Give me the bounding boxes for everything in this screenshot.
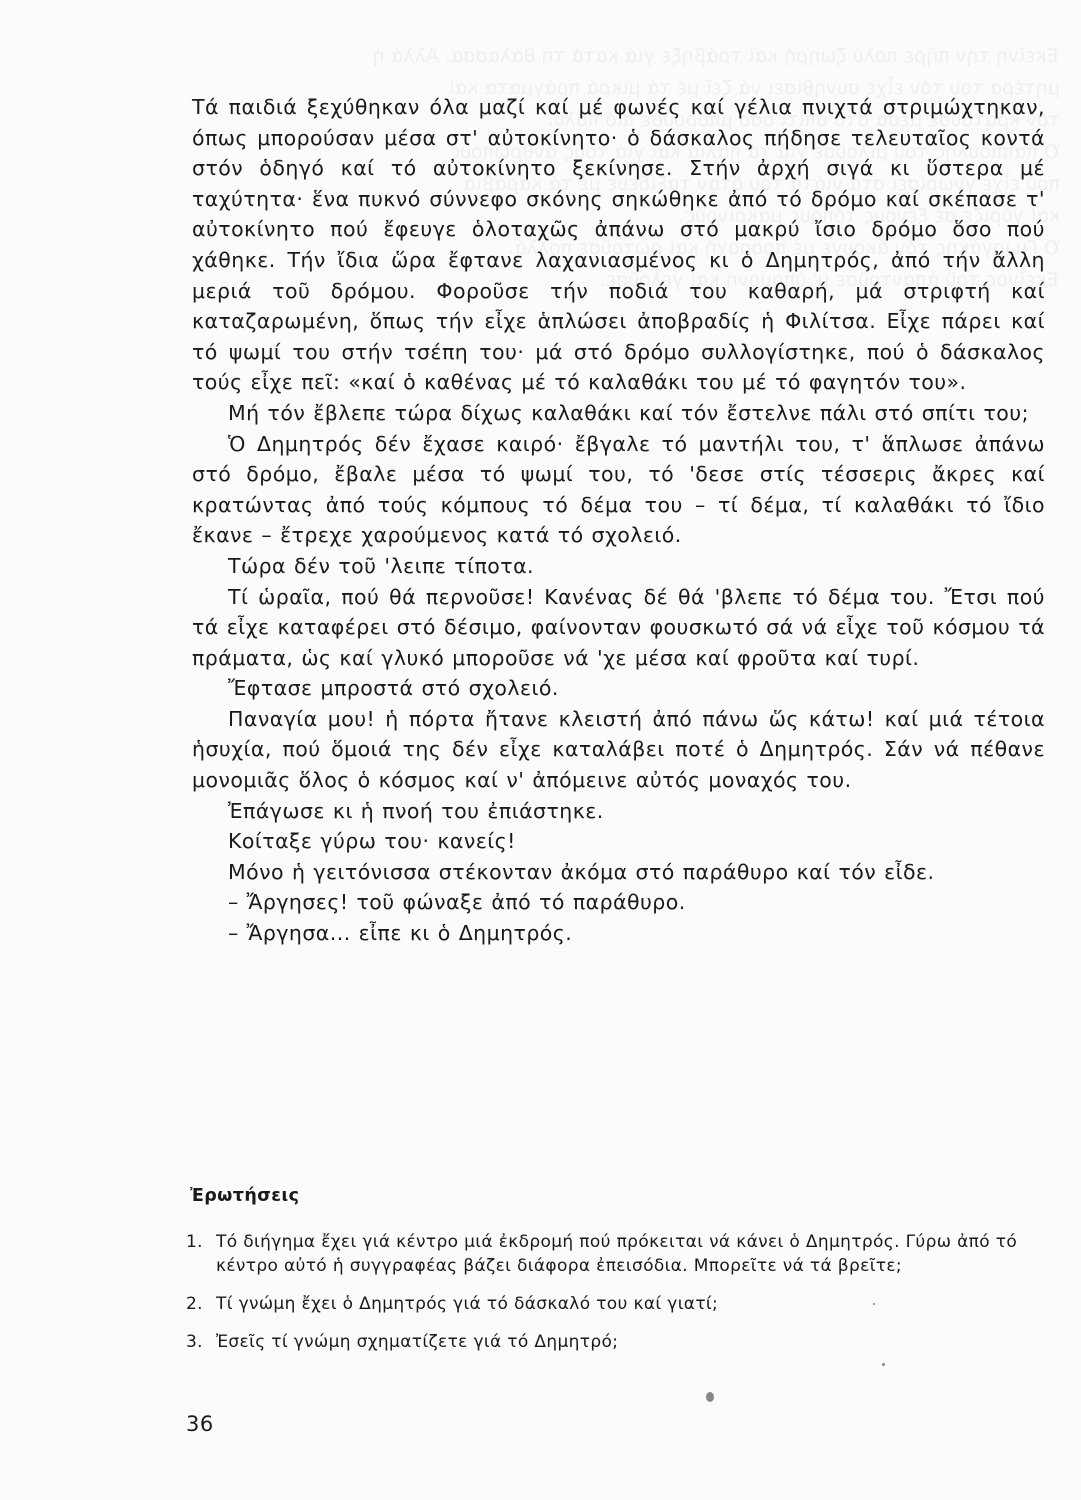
question-item [186, 1292, 1046, 1316]
story-paragraph: Τά παιδιά ξεχύθηκαν όλα μαζί καί μέ φωνές καί γέλια πνιχτά στριμώχτηκαν, όπως μπορούσαν μέσα στ' αὐτοκίνητο· ὁ δάσκαλος πήδησε τελευταῖος κοντά στόν ὁδηγό καί τό αὐτοκίνητο ξεκίνησε. Στήν ἀρχή σιγά κι ὕστερα μέ ταχύτητα· ἕνα πυκνό σύννεφο σκόνης σηκώθηκε ἀπό τό δρόμο καί σκέπασε τ' αὐτοκίνητο πού ἔφευγε ὁλοταχῶς ἀπάνω στό μακρύ ἴσιο δρόμο ὅσο πού χάθηκε. Τήν ἴδια ὥρα ἔφτανε λαχανιασμένος κι ὁ Δημητρός, ἀπό τήν ἄλλη μεριά τοῦ δρόμου. Φοροῦσε τήν ποδιά του καθαρή, μά στριφτή καί καταζαρωμένη, ὅπως τήν εἶχε ἁπλώσει ἀποβραδίς ἡ Φιλίτσα. Εἶχε πάρει καί τό ψωμί του στήν τσέπη του· μά στό δρόμο συλλογίστηκε, πού ὁ δάσκαλος τούς εἶχε πεῖ: «καί ὁ καθένας μέ τό καλαθάκι του μέ τό φαγητόν του». [192, 95, 1045, 395]
story-paragraph: – Ἄργησα... εἶπε κι ὁ Δημητρός. [228, 921, 573, 946]
question-item [186, 1330, 1046, 1354]
question-number: 1. [186, 1232, 203, 1252]
question-text: Ἐσεῖς τί γνώμη σχηματίζετε γιά τό Δημητρό; [216, 1332, 619, 1352]
questions-list [186, 1230, 1046, 1362]
story-paragraph: Ὁ Δημητρός δέν ἔχασε καιρό· ἔβγαλε τό μαντήλι του, τ' ἅπλωσε ἀπάνω στό δρόμο, ἔβαλε μέσα τό ψωμί του, τό 'δεσε στίς τέσσερις ἄκρες καί κρατώντας ἀπό τούς κόμπους τό δέμα του – τί δέμα, τί καλαθάκι τό ἴδιο ἔκανε – ἔτρεχε χαρούμενος κατά τό σχολειό. [192, 431, 1045, 548]
page-number: 36 [186, 1412, 214, 1436]
story-paragraph: Μή τόν ἔβλεπε τώρα δίχως καλαθάκι καί τόν ἔστελνε πάλι στό σπίτι του; [228, 400, 1029, 425]
story-paragraph: Ἔφτασε μπροστά στό σχολειό. [228, 676, 559, 701]
story-paragraph: Τί ὡραῖα, πού θά περνοῦσε! Κανένας δέ θά 'βλεπε τό δέμα του. Ἔτσι πού τά εἶχε καταφέρει στό δέσιμο, φαίνονταν φουσκωτό σά νά εἶχε τοῦ κόσμου τά πράματα, ὡς καί γλυκό μποροῦσε νά 'χε μέσα καί φροῦτα καί τυρί. [192, 584, 1045, 670]
question-number: 3. [186, 1332, 203, 1352]
story-paragraph: Μόνο ἡ γειτόνισσα στέκονταν ἀκόμα στό παράθυρο καί τόν εἶδε. [228, 859, 935, 884]
question-item [186, 1230, 1046, 1278]
story-paragraph: Παναγία μου! ἡ πόρτα ἤτανε κλειστή ἀπό πάνω ὥς κάτω! καί μιά τέτοια ἡσυχία, πού ὅμοιά της δέν εἶχε καταλάβει ποτέ ὁ Δημητρός. Σάν νά πέθανε μονομιᾶς ὅλος ὁ κόσμος καί ν' ἀπόμεινε αὐτός μοναχός του. [192, 706, 1045, 793]
ink-speck [882, 1363, 885, 1366]
story-paragraph: Ἐπάγωσε κι ἡ πνοή του ἐπιάστηκε. [228, 798, 604, 823]
ink-speck [873, 1303, 875, 1305]
story-paragraph: – Ἄργησες! τοῦ φώναξε ἀπό τό παράθυρο. [228, 890, 686, 915]
story-text [192, 92, 1045, 949]
story-paragraph: Κοίταξε γύρω του· κανείς! [228, 829, 516, 854]
question-number: 2. [186, 1294, 203, 1314]
question-text: Τί γνώμη ἔχει ὁ Δημητρός γιά τό δάσκαλό του καί γιατί; [216, 1294, 719, 1314]
ink-speck [706, 1392, 714, 1402]
questions-heading: Ἐρωτήσεις [190, 1186, 300, 1206]
question-text: Τό διήγημα ἔχει γιά κέντρο μιά ἐκδρομή πού πρόκειται νά κάνει ὁ Δημητρός. Γύρω ἀπό τό κέντρο αὐτό ἡ συγγραφέας βάζει διάφορα ἐπεισόδια. Μπορεῖτε νά τά βρεῖτε; [216, 1232, 1018, 1276]
story-paragraph: Τώρα δέν τοῦ 'λειπε τίποτα. [228, 553, 534, 578]
